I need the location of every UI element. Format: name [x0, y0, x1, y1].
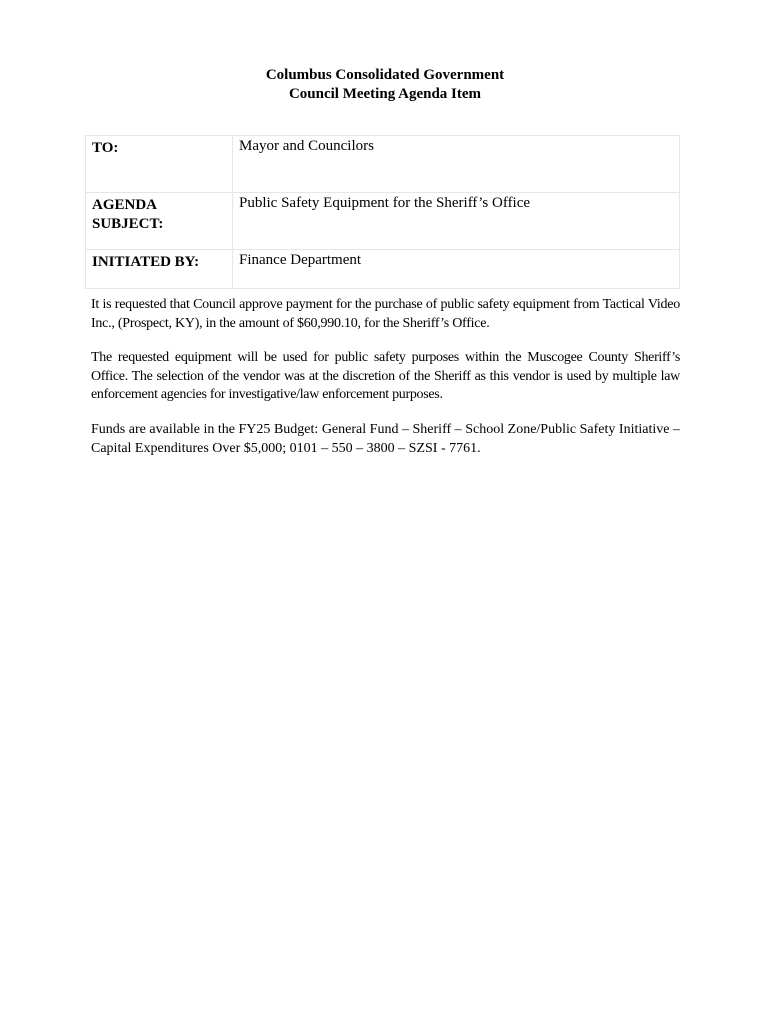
- document-header: [0, 66, 770, 104]
- header-organization: Columbus Consolidated Government: [265, 67, 505, 83]
- header-title: Council Meeting Agenda Item: [288, 86, 482, 102]
- subject-value: Public Safety Equipment for the Sheriff’s Office: [233, 193, 680, 250]
- initiated-label: INITIATED BY:: [86, 250, 233, 289]
- agenda-info-table: [85, 135, 680, 289]
- subject-label-line2: SUBJECT:: [92, 216, 164, 232]
- to-label: TO:: [86, 136, 233, 193]
- subject-label: [86, 193, 233, 250]
- table-row-to: [86, 136, 680, 193]
- table-row-initiated: [86, 250, 680, 289]
- initiated-value: Finance Department: [233, 250, 680, 289]
- request-paragraph: It is requested that Council approve payment for the purchase of public safety equipment from Tactical Video Inc., (Prospect, KY), in the amount of $60,990.10, for the Sheriff’s Office.: [91, 297, 680, 331]
- subject-label-line1: AGENDA: [92, 197, 158, 213]
- funds-paragraph: Funds are available in the FY25 Budget: General Fund – Sheriff – School Zone/Public Safety Initiative – Capital Expenditures Over $5,000; 0101 – 550 – 3800 – SZSI - 7761.: [91, 422, 680, 456]
- equipment-paragraph: The requested equipment will be used for public safety purposes within the Muscogee County Sheriff’s Office. The selection of the vendor was at the discretion of the Sheriff as this vendor is used by multiple law enforcement agencies for investigative/law enforcement purposes.: [91, 350, 680, 402]
- to-value: Mayor and Councilors: [233, 136, 680, 193]
- table-row-subject: [86, 193, 680, 250]
